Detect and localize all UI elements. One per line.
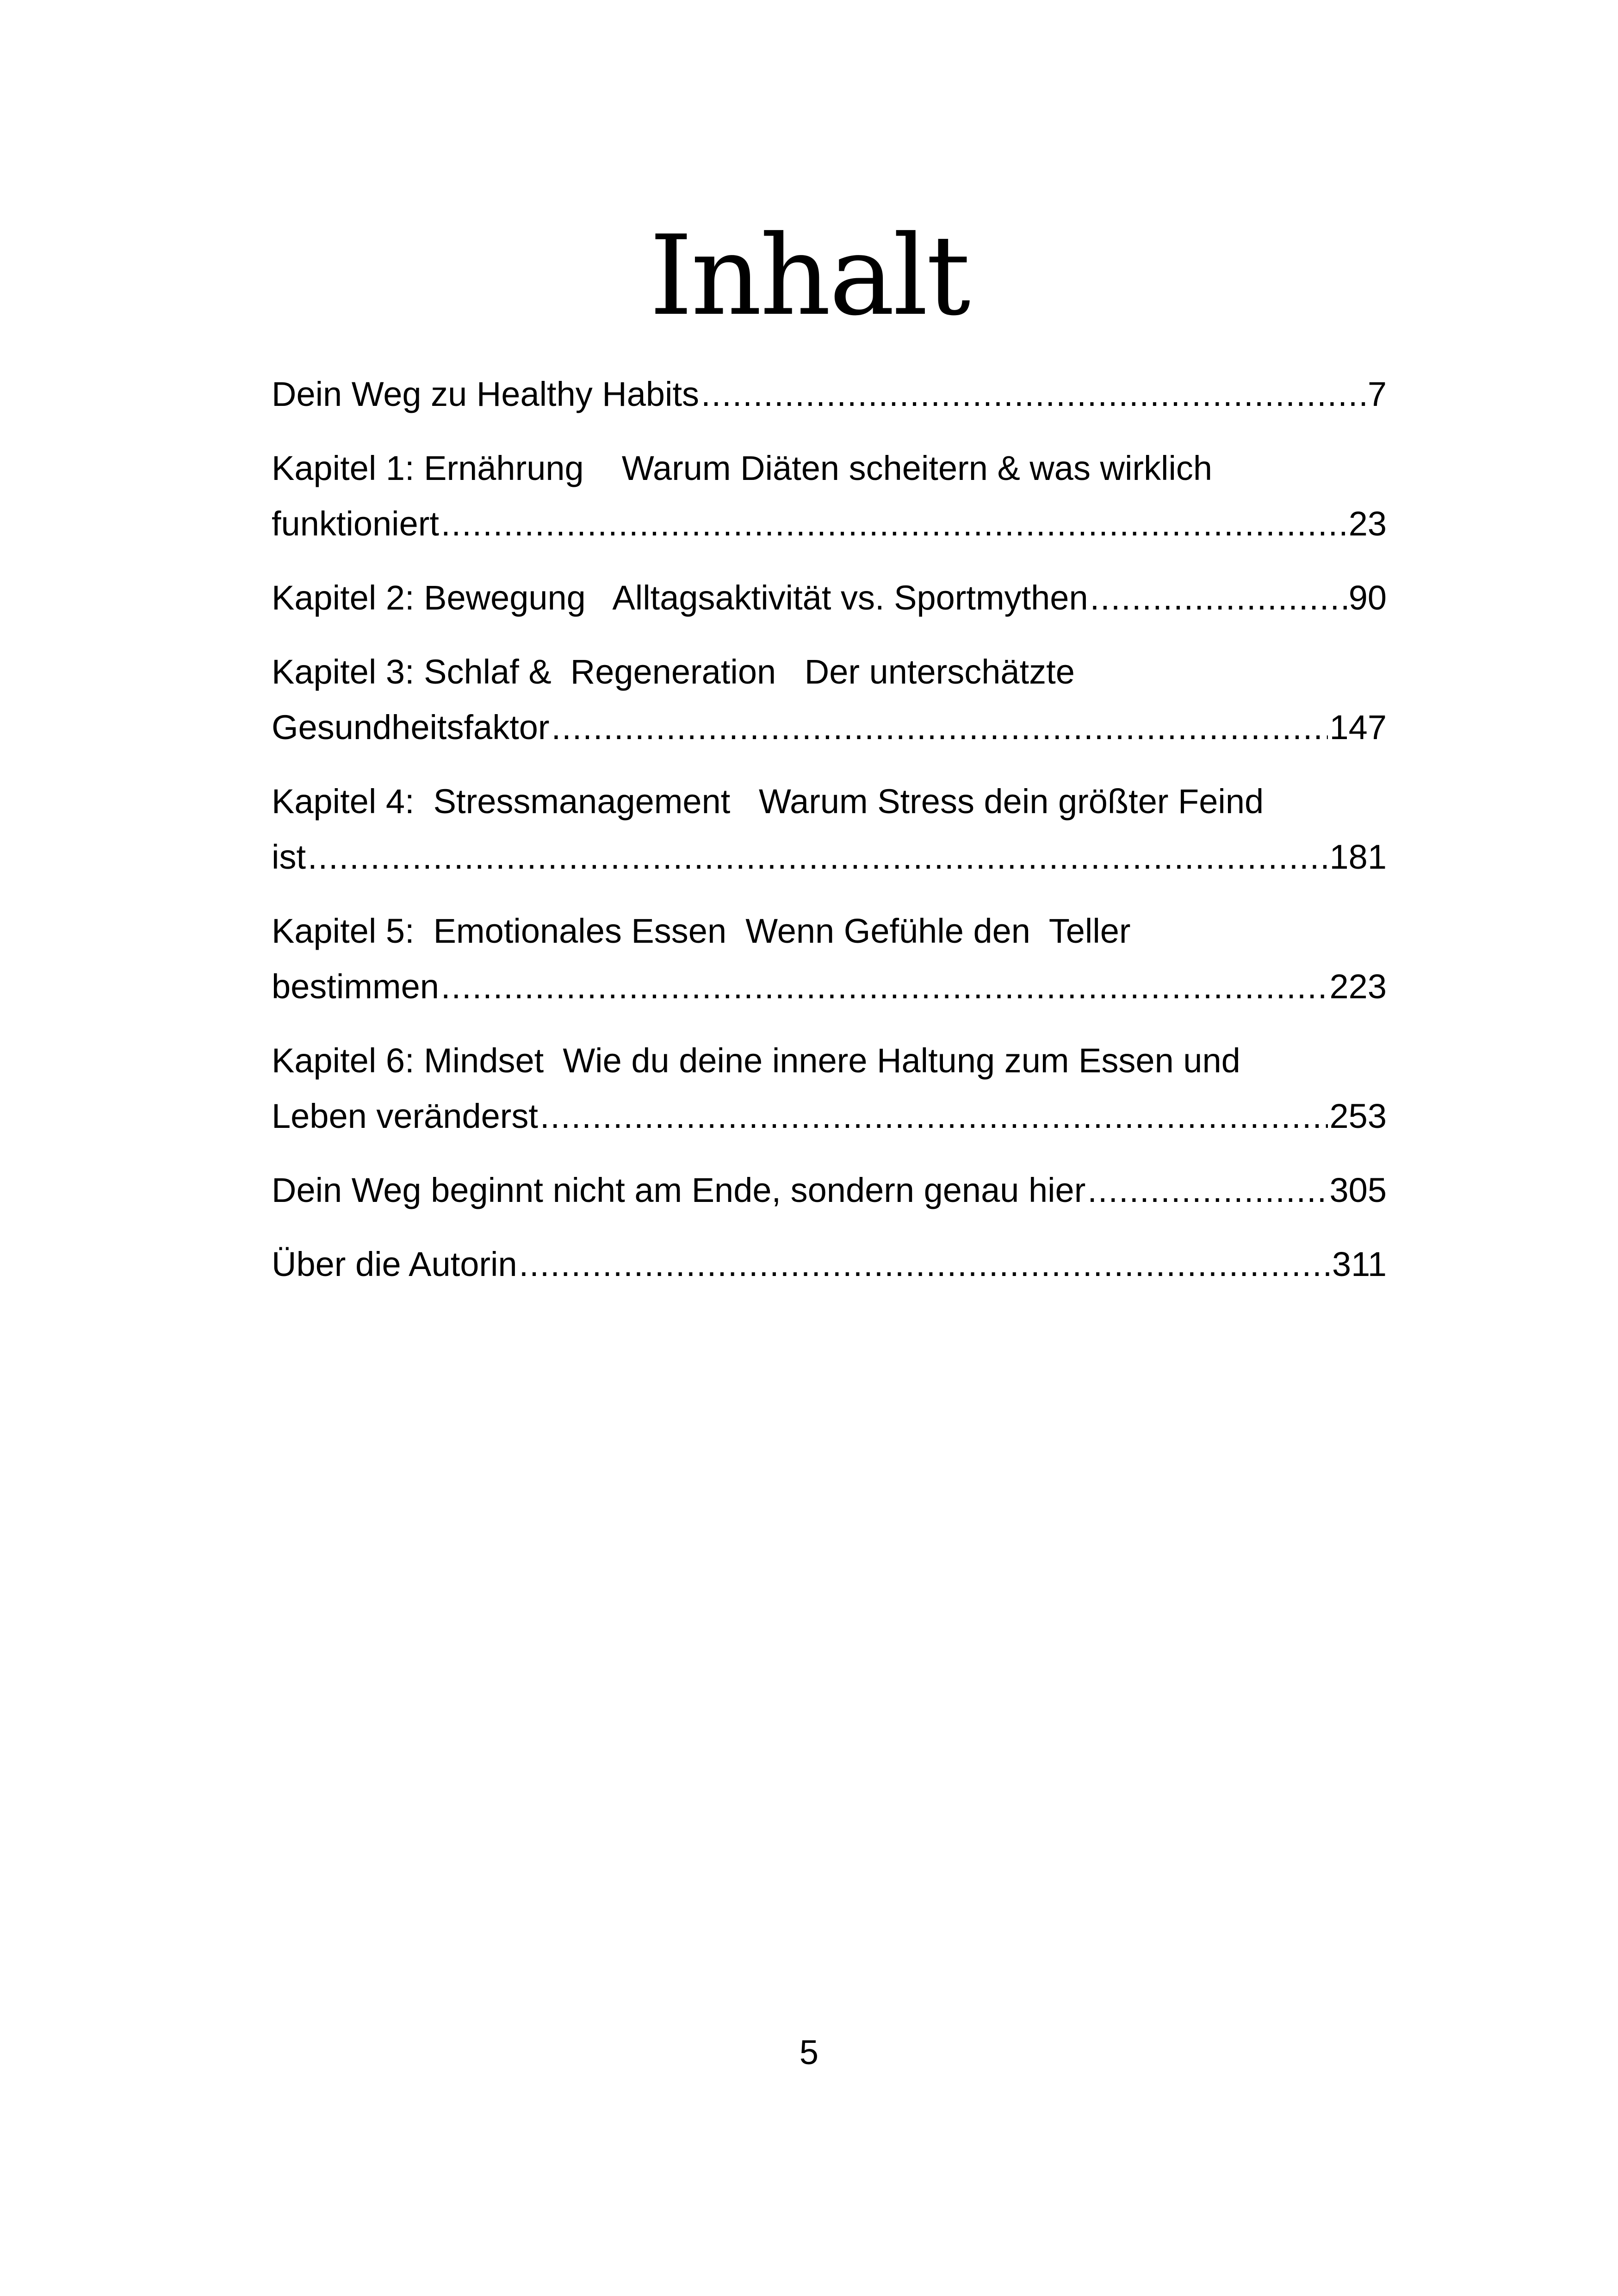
toc-entry-line	[272, 1089, 1387, 1144]
toc-entry-chapter-2[interactable]	[272, 570, 1387, 626]
toc-entry-title-line-2: bestimmen	[272, 967, 439, 1006]
dot-leader	[1090, 570, 1347, 626]
toc-entry-line	[272, 496, 1387, 552]
dot-leader	[701, 367, 1366, 422]
toc-entry-title-line-1: Kapitel 3: Schlaf & Regeneration Der unterschätzte	[272, 653, 1075, 691]
toc-entry-intro[interactable]	[272, 367, 1387, 422]
toc-entry-line	[272, 367, 1387, 422]
dot-leader	[519, 1237, 1330, 1292]
toc-entry-title-line-1: Kapitel 4: Stressmanagement Warum Stress dein größter Feind	[272, 782, 1264, 821]
toc-entry-line	[272, 570, 1387, 626]
toc-entry-page: 23	[1348, 504, 1387, 543]
toc-entry-line	[272, 829, 1387, 885]
toc-entry-page: 311	[1332, 1245, 1387, 1283]
toc-entry-title: Über die Autorin	[272, 1245, 517, 1283]
toc-entry-title: Kapitel 2: Bewegung Alltagsaktivität vs. Sportmythen	[272, 579, 1088, 617]
table-of-contents	[272, 367, 1387, 1311]
toc-entry-title-line-2: Leben veränderst	[272, 1097, 538, 1135]
dot-leader	[308, 829, 1328, 885]
dot-leader	[441, 959, 1328, 1014]
toc-entry-line	[272, 1163, 1387, 1218]
toc-entry-about-author[interactable]	[272, 1237, 1387, 1292]
toc-entry-page: 253	[1329, 1097, 1387, 1135]
toc-entry-title-line-1: Kapitel 6: Mindset Wie du deine innere Haltung zum Essen und	[272, 1041, 1240, 1080]
toc-entry-chapter-4[interactable]	[272, 774, 1387, 885]
toc-entry-page: 90	[1348, 579, 1387, 617]
toc-entry-chapter-6[interactable]	[272, 1033, 1387, 1144]
toc-entry-title-line-1: Kapitel 5: Emotionales Essen Wenn Gefühle den Teller	[272, 912, 1131, 950]
toc-entry-conclusion[interactable]	[272, 1163, 1387, 1218]
toc-entry-page: 305	[1329, 1171, 1387, 1209]
dot-leader	[441, 496, 1347, 552]
toc-entry-line	[272, 1237, 1387, 1292]
toc-entry-page: 7	[1367, 375, 1387, 413]
toc-entry-title: Dein Weg zu Healthy Habits	[272, 375, 700, 413]
toc-entry-page: 147	[1329, 708, 1387, 747]
dot-leader	[1087, 1163, 1327, 1218]
toc-entry-chapter-5[interactable]	[272, 903, 1387, 1014]
toc-entry-line	[272, 700, 1387, 755]
dot-leader	[540, 1089, 1328, 1144]
toc-entry-page: 223	[1329, 967, 1387, 1006]
page-number: 5	[799, 2033, 819, 2072]
toc-entry-page: 181	[1329, 838, 1387, 876]
page-title: Inhalt	[649, 212, 969, 340]
toc-entry-chapter-1[interactable]	[272, 441, 1387, 552]
dot-leader	[552, 700, 1328, 755]
toc-entry-title-line-2: funktioniert	[272, 504, 439, 543]
toc-entry-chapter-3[interactable]	[272, 644, 1387, 755]
toc-entry-title-line-2: ist	[272, 838, 306, 876]
toc-entry-title-line-2: Gesundheitsfaktor	[272, 708, 550, 747]
toc-entry-title: Dein Weg beginnt nicht am Ende, sondern genau hier	[272, 1171, 1086, 1209]
toc-entry-line	[272, 959, 1387, 1014]
toc-entry-title-line-1: Kapitel 1: Ernährung Warum Diäten scheitern & was wirklich	[272, 449, 1213, 487]
